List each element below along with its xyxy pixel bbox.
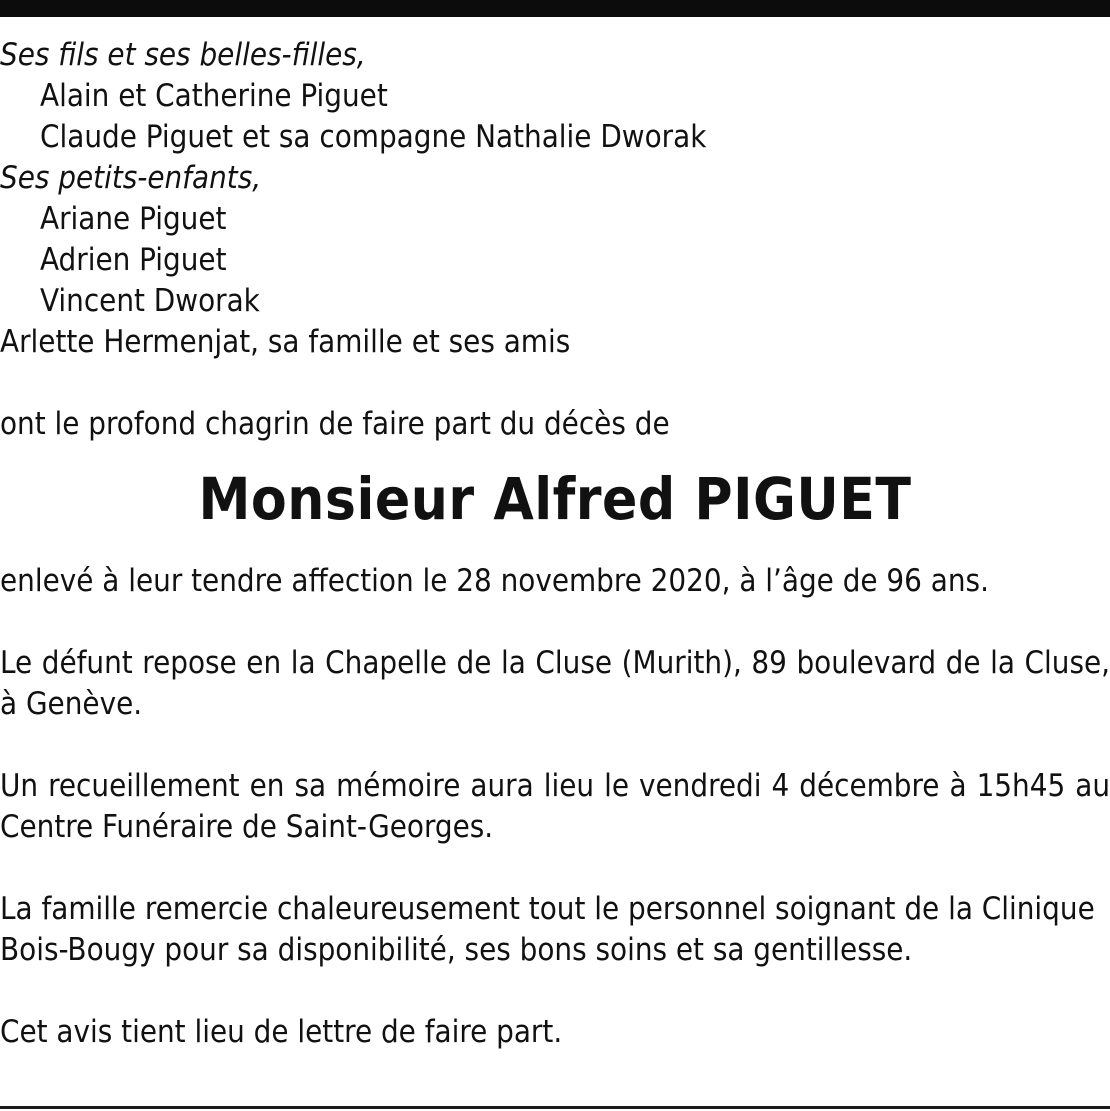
obituary-notice xyxy=(0,35,1110,1053)
spacer xyxy=(0,971,1110,1012)
family-member: Vincent Dworak xyxy=(40,283,260,319)
ceremony-paragraph: Un recueillement en sa mémoire aura lieu le vendredi 4 décembre à 15h45 au Centre Funéraire de Saint-Georges. xyxy=(0,768,1110,845)
other-mourners: Arlette Hermenjat, sa famille et ses amis xyxy=(0,324,571,360)
thanks-paragraph: La famille remercie chaleureusement tout le personnel soignant de la Clinique Bois-Bougy pour sa disponibilité, ses bons soins et sa gentillesse. xyxy=(0,891,1095,968)
spacer xyxy=(0,602,1110,643)
bottom-rule xyxy=(0,1106,1110,1109)
sons-heading: Ses fils et ses belles-filles, xyxy=(0,37,366,73)
spacer xyxy=(0,848,1110,889)
family-member: Ariane Piguet xyxy=(40,201,227,237)
deceased-name: Monsieur Alfred PIGUET xyxy=(198,465,912,533)
repose-paragraph: Le défunt repose en la Chapelle de la Cluse (Murith), 89 boulevard de la Cluse, à Genève. xyxy=(0,645,1110,722)
announcement-line: ont le profond chagrin de faire part du décès de xyxy=(0,406,670,442)
grandchildren-heading: Ses petits-enfants, xyxy=(0,160,262,196)
spacer xyxy=(0,725,1110,766)
closing-line: Cet avis tient lieu de lettre de faire part. xyxy=(0,1014,563,1050)
family-member: Alain et Catherine Piguet xyxy=(40,78,388,114)
family-member: Claude Piguet et sa compagne Nathalie Dworak xyxy=(40,119,707,155)
spacer xyxy=(0,363,1110,404)
family-member: Adrien Piguet xyxy=(40,242,227,278)
death-line: enlevé à leur tendre affection le 28 novembre 2020, à l’âge de 96 ans. xyxy=(0,563,989,599)
top-rule xyxy=(0,0,1110,17)
